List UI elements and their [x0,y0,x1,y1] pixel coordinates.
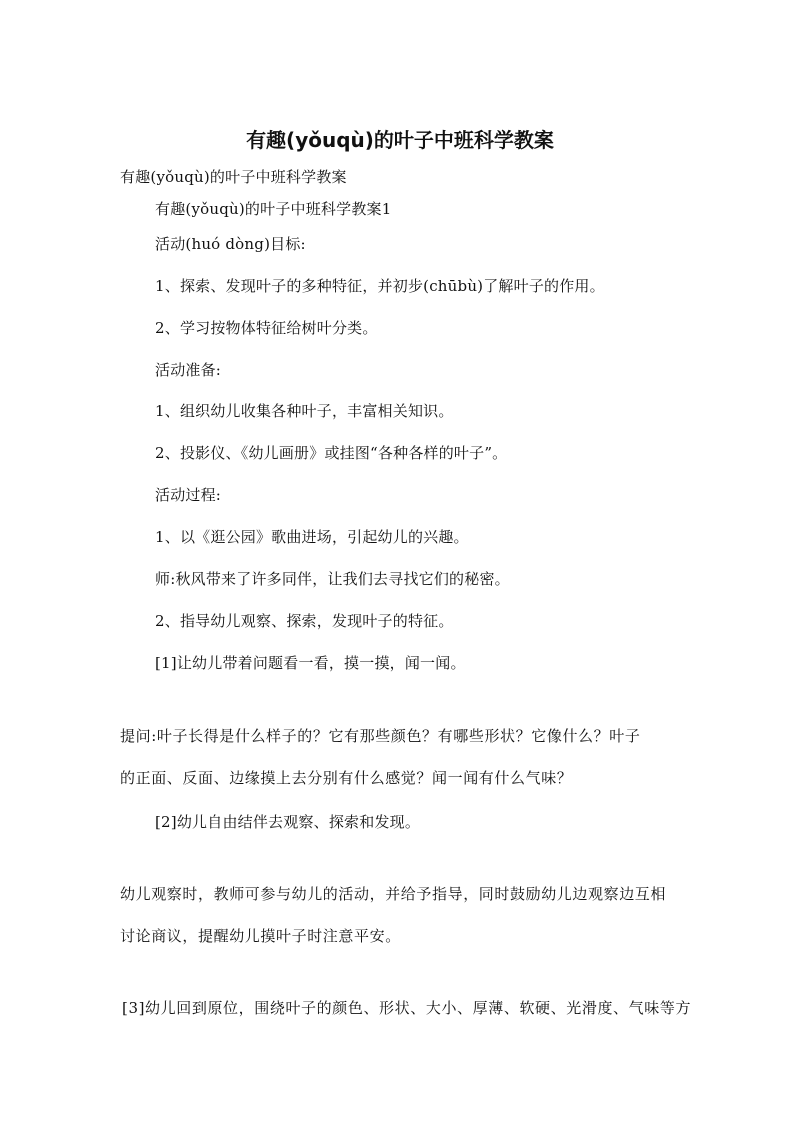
goal-item-1: 1、探索、发现叶子的多种特征，并初步(chūbù)了解叶子的作用。 [155,277,605,295]
substep-2: [2]幼儿自由结伴去观察、探索和发现。 [155,813,421,831]
question-line-1: 提问:叶子长得是什么样子的？它有那些颜色？有哪些形状？它像什么？叶子 [120,727,641,745]
document-title: 有趣(yǒuqù)的叶子中班科学教案 [246,128,554,152]
section-heading-preparation: 活动准备: [155,361,222,379]
question-line-2: 的正面、反面、边缘摸上去分别有什么感觉？闻一闻有什么气味？ [120,769,573,787]
goal-item-2: 2、学习按物体特征给树叶分类。 [155,319,378,337]
process-step-2: 2、指导幼儿观察、探索，发现叶子的特征。 [155,612,454,630]
teacher-line: 师:秋风带来了许多同伴，让我们去寻找它们的秘密。 [155,570,510,588]
preparation-item-2: 2、投影仪、《幼儿画册》或挂图“各种各样的叶子”。 [155,444,508,462]
section-heading-goals: 活动(huó dòng)目标: [155,235,306,253]
section-heading-process: 活动过程: [155,486,222,504]
substep-3: [3]幼儿回到原位，围绕叶子的颜色、形状、大小、厚薄、软硬、光滑度、气味等方 [122,999,692,1017]
lesson-heading: 有趣(yǒuqù)的叶子中班科学教案1 [155,200,392,218]
process-step-1: 1、以《逛公园》歌曲进场，引起幼儿的兴趣。 [155,528,469,546]
subtitle-line: 有趣(yǒuqù)的叶子中班科学教案 [120,168,347,186]
observation-line-2: 讨论商议，提醒幼儿摸叶子时注意平安。 [120,927,401,945]
substep-1: [1]让幼儿带着问题看一看，摸一摸，闻一闻。 [155,654,466,672]
observation-line-1: 幼儿观察时，教师可参与幼儿的活动，并给予指导，同时鼓励幼儿边观察边互相 [120,885,667,903]
preparation-item-1: 1、组织幼儿收集各种叶子，丰富相关知识。 [155,402,454,420]
